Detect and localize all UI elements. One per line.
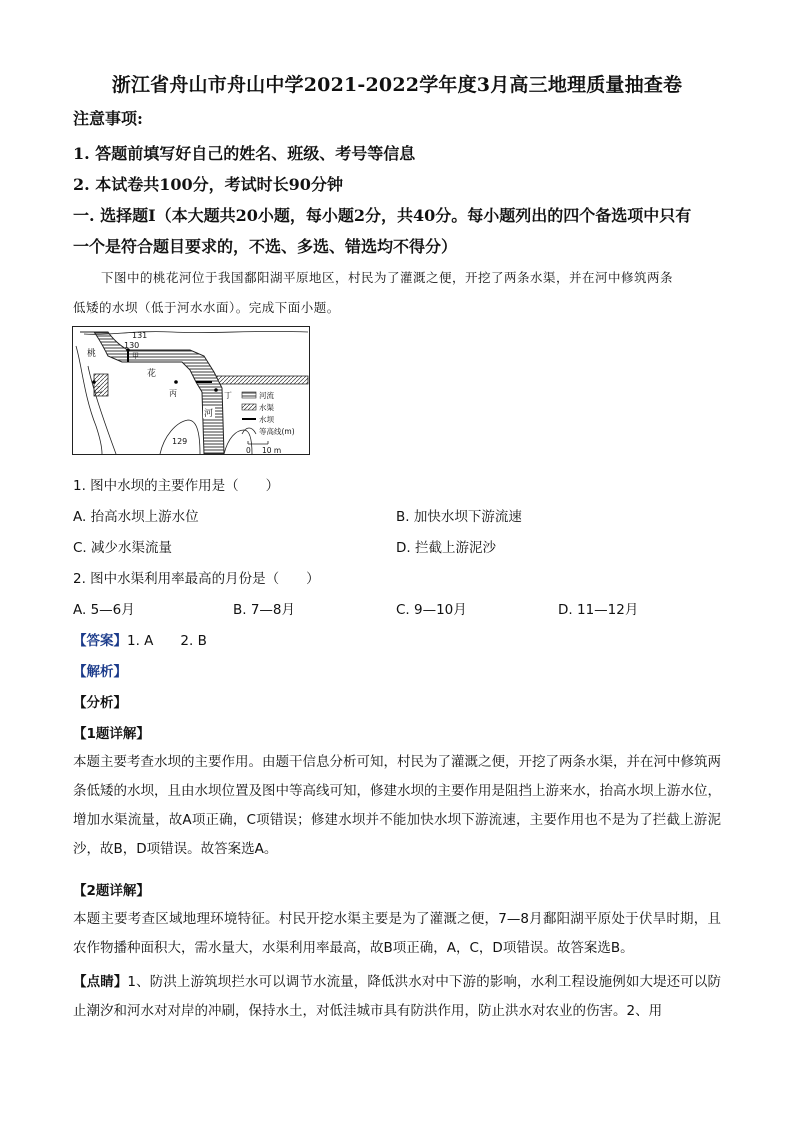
- label-yi: 乙: [94, 385, 102, 394]
- detail-1-tag: 【1题详解】: [73, 726, 150, 742]
- notice-item-2: 2. 本试卷共100分，考试时长90分钟: [73, 175, 343, 194]
- label-tao: 桃: [87, 349, 97, 359]
- dianjing-text: 1、防洪上游筑坝拦水可以调节水流量，降低洪水对中下游的影响，水利工程设施例如大堤还可以防止潮汐和河水对对岸的冲刷，保持水土，对低洼城市具有防洪作用，防止洪水对农业的伤害。2、用: [73, 974, 721, 1019]
- scale-ten: 10 m: [262, 446, 282, 455]
- canal-ding: [208, 376, 308, 384]
- label-c130: 130: [124, 341, 140, 350]
- q1-option-b: B. 加快水坝下游流速: [396, 509, 522, 525]
- page-title: 浙江省舟山市舟山中学2021-2022学年度3月高三地理质量抽查卷: [111, 74, 683, 96]
- notice-item-1: 1. 答题前填写好自己的姓名、班级、考号等信息: [73, 144, 416, 163]
- label-jia: 甲: [132, 352, 139, 360]
- label-c131: 131: [132, 331, 148, 340]
- legend-contour: 等高线(m): [259, 427, 295, 436]
- q1-option-c: C. 减少水渠流量: [73, 540, 173, 556]
- label-bing: 丙: [169, 389, 177, 398]
- q1-option-a: A. 抬高水坝上游水位: [73, 509, 199, 525]
- notice-heading: 注意事项:: [73, 109, 143, 128]
- q1-stem: 1. 图中水坝的主要作用是（ ）: [73, 478, 280, 494]
- answer-tag: 【答案】: [73, 633, 127, 649]
- detail-2-tag: 【2题详解】: [73, 883, 150, 899]
- section-heading-line-1: 一. 选择题Ⅰ（本大题共20小题，每小题2分，共40分。每小题列出的四个备选项中只有: [73, 206, 692, 225]
- river-map-figure: [72, 326, 312, 456]
- q2-option-b: B. 7—8月: [233, 602, 296, 618]
- answer-line: [73, 629, 207, 649]
- section-heading-line-2: 一个是符合题目要求的，不选、多选、错选均不得分）: [73, 237, 458, 256]
- detail-2-text: 本题主要考查区域地理环境特征。村民开挖水渠主要是为了灌溉之便，7—8月鄱阳湖平原处于伏旱时期，且农作物播种面积大，需水量大，水渠利用率最高，故B项正确，A，C，D项错误。故答案选B。: [73, 911, 721, 956]
- label-ding: 丁: [224, 391, 232, 400]
- q2-option-a: A. 5—6月: [73, 602, 135, 618]
- q2-option-d: D. 11—12月: [558, 602, 639, 618]
- legend-dam: 水坝: [259, 415, 274, 424]
- label-c129: 129: [172, 437, 188, 446]
- label-he: 河: [204, 409, 214, 419]
- point-ding: [214, 388, 218, 392]
- legend-canal: 水渠: [259, 403, 274, 412]
- q2-option-c: C. 9—10月: [396, 602, 467, 618]
- dianjing-tag: 【点睛】: [73, 974, 128, 990]
- point-bing: [174, 380, 178, 384]
- intro-line-1: 下图中的桃花河位于我国鄱阳湖平原地区，村民为了灌溉之便，开挖了两条水渠，并在河中修筑两条: [101, 270, 674, 285]
- q2-stem: 2. 图中水渠利用率最高的月份是（ ）: [73, 571, 320, 587]
- label-hua: 花: [147, 369, 157, 379]
- analysis-tag: 【解析】: [73, 664, 127, 680]
- answer-text: 1. A 2. B: [127, 633, 207, 649]
- detail-1-text: 本题主要考查水坝的主要作用。由题干信息分析可知，村民为了灌溉之便，开挖了两条水渠，并在河中修筑两条低矮的水坝，且由水坝位置及图中等高线可知，修建水坝的主要作用是阻挡上游来水，抬高水坝上游水位，增加水渠流量，故A项正确，C项错误；修建水坝并不能加快水坝下游流速，主要作用也不是为了拦截上游泥沙，故B，D项错误。故答案选A。: [73, 754, 721, 857]
- dianjing-paragraph: [73, 968, 721, 1026]
- intro-line-2: 低矮的水坝（低于河水水面）。完成下面小题。: [73, 300, 340, 315]
- q1-option-d: D. 拦截上游泥沙: [396, 540, 496, 556]
- legend-river: 河流: [259, 391, 274, 400]
- scale-zero: 0: [246, 446, 251, 455]
- point-yi: [92, 380, 96, 384]
- fenxi-tag: 【分析】: [73, 695, 127, 711]
